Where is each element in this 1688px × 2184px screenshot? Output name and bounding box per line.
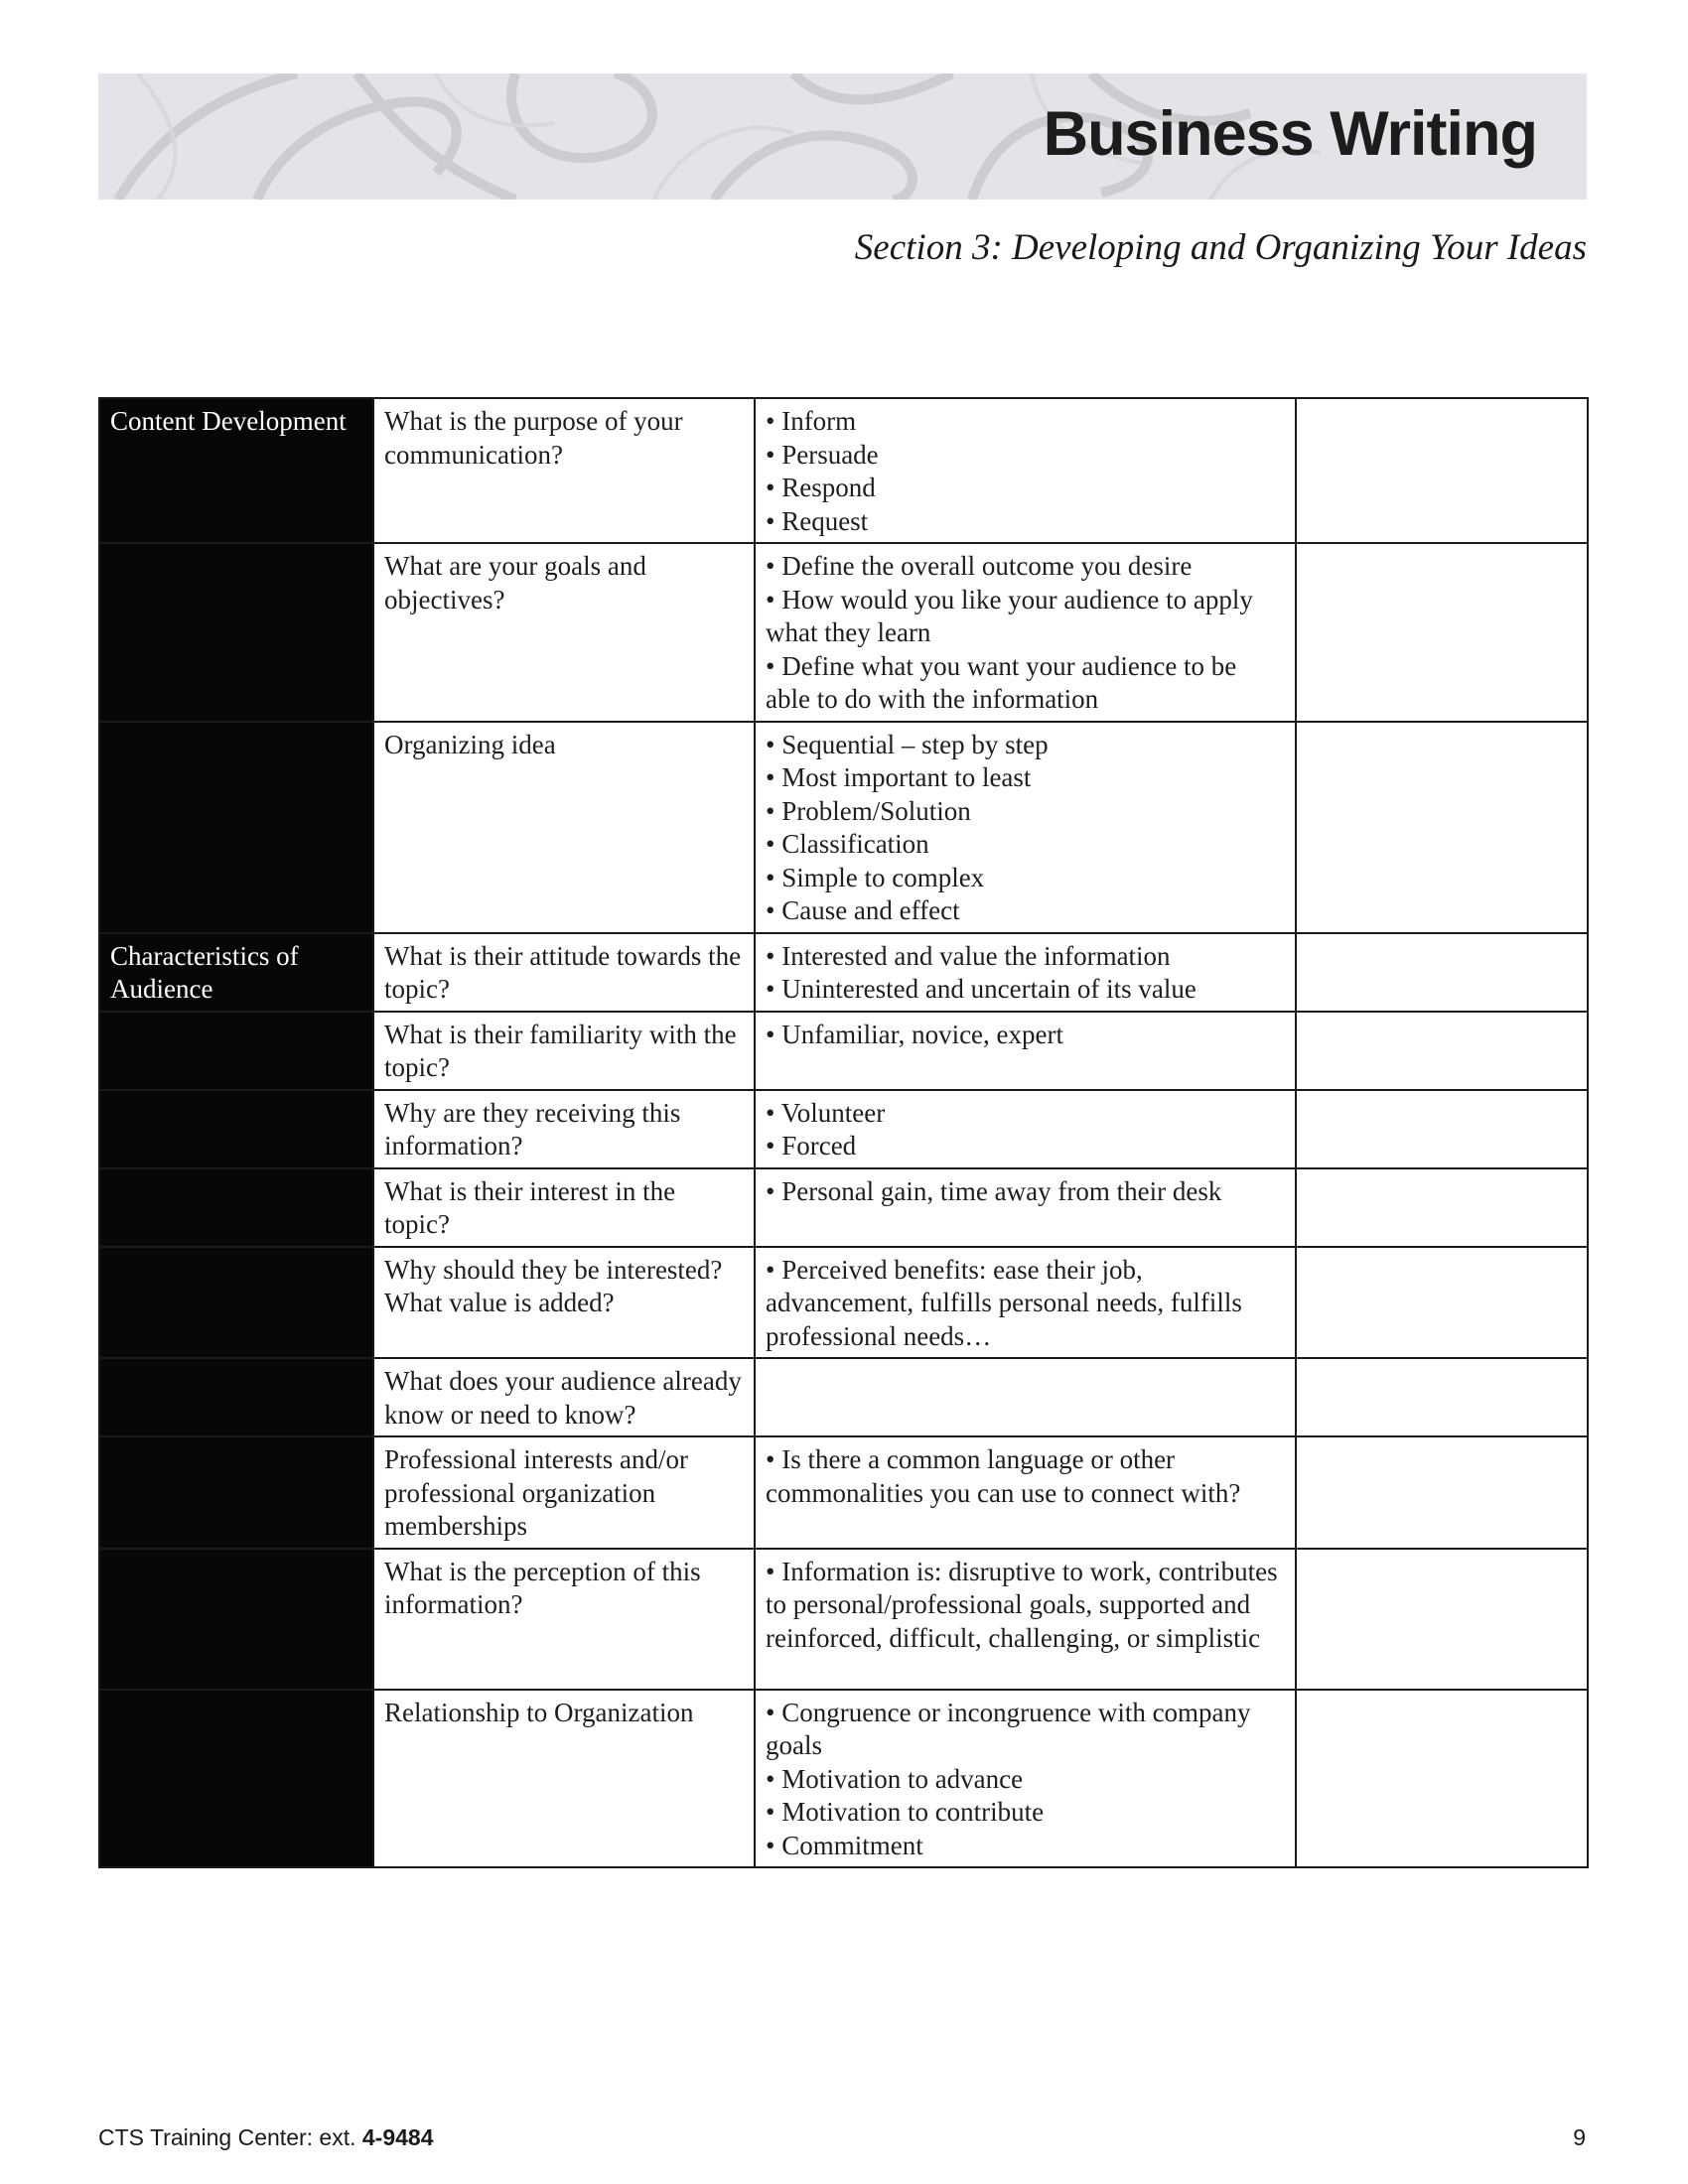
footer-extension: 4-9484 (361, 2124, 434, 2150)
answer-cell (755, 722, 1296, 933)
notes-cell (1296, 1690, 1588, 1868)
answer-item: • Interested and value the information (766, 940, 1171, 971)
answer-item: • Congruence or incongruence with company goals (766, 1697, 1251, 1760)
answer-item: • Is there a common language or other commonalities you can use to connect with? (766, 1444, 1241, 1508)
notes-cell (1296, 933, 1588, 1012)
table-row (99, 1090, 1588, 1168)
answer-item: • Motivation to advance (766, 1763, 1024, 1794)
answer-item: • Personal gain, time away from their desk (766, 1175, 1222, 1206)
notes-cell (1296, 1358, 1588, 1436)
question-cell: What is their interest in the topic? (373, 1168, 755, 1247)
answer-cell (755, 1090, 1296, 1168)
table-row (99, 1549, 1588, 1690)
answer-item: • Volunteer (766, 1097, 886, 1128)
answer-item: • Classification (766, 829, 929, 859)
answer-cell (755, 1549, 1296, 1690)
question-cell: What is their familiarity with the topic? (373, 1012, 755, 1090)
answer-item: • Motivation to contribute (766, 1797, 1045, 1827)
question-cell: Why should they be interested? What value is added? (373, 1247, 755, 1359)
category-cell (99, 1358, 373, 1436)
table-row (99, 722, 1588, 933)
category-cell (99, 722, 373, 933)
answer-cell (755, 398, 1296, 543)
table-row (99, 1247, 1588, 1359)
question-cell: Organizing idea (373, 722, 755, 933)
table-row (99, 1690, 1588, 1868)
answer-cell (755, 1436, 1296, 1549)
answer-cell (755, 1358, 1296, 1436)
category-cell: Content Development (99, 398, 373, 543)
category-cell (99, 1549, 373, 1690)
category-cell (99, 1168, 373, 1247)
category-cell: Characteristics of Audience (99, 933, 373, 1012)
answer-item: • Cause and effect (766, 895, 960, 925)
answer-item: • Define the overall outcome you desire (766, 551, 1193, 581)
answer-item: • Information is: disruptive to work, contributes to personal/professional goals, supported and reinforced, difficult, challenging, or simplistic (766, 1556, 1278, 1653)
answer-item: • Define what you want your audience to be able to do with the information (766, 650, 1237, 714)
notes-cell (1296, 1436, 1588, 1549)
category-cell (99, 1690, 373, 1868)
answer-item: • Forced (766, 1131, 857, 1160)
question-cell: What is the purpose of your communication? (373, 398, 755, 543)
notes-cell (1296, 1012, 1588, 1090)
question-cell: What does your audience already know or need to know? (373, 1358, 755, 1436)
table-row (99, 398, 1588, 543)
question-cell: Professional interests and/or professional organization memberships (373, 1436, 755, 1549)
document-title: Business Writing (1043, 99, 1537, 169)
page-number: 9 (1573, 2124, 1586, 2150)
answer-item: • Commitment (766, 1830, 923, 1860)
category-cell (99, 1090, 373, 1168)
answer-cell (755, 1168, 1296, 1247)
answer-item: • Perceived benefits: ease their job, advancement, fulfills personal needs, fulfills professional needs… (766, 1254, 1242, 1351)
answer-item: • Simple to complex (766, 862, 985, 892)
answer-cell (755, 543, 1296, 722)
notes-cell (1296, 543, 1588, 722)
notes-cell (1296, 1247, 1588, 1359)
answer-item: • How would you like your audience to apply what they learn (766, 584, 1253, 647)
answer-item: • Respond (766, 473, 876, 502)
answer-cell (755, 1690, 1296, 1868)
answer-item: • Uninterested and uncertain of its value (766, 974, 1196, 1004)
category-cell (99, 543, 373, 722)
notes-cell (1296, 1090, 1588, 1168)
answer-item: • Problem/Solution (766, 795, 971, 826)
table-row (99, 1358, 1588, 1436)
notes-cell (1296, 398, 1588, 543)
question-cell: Relationship to Organization (373, 1690, 755, 1868)
footer-contact-label: CTS Training Center: ext. (98, 2124, 362, 2150)
category-cell (99, 1012, 373, 1090)
answer-cell (755, 1247, 1296, 1359)
question-cell: Why are they receiving this information? (373, 1090, 755, 1168)
notes-cell (1296, 1168, 1588, 1247)
answer-cell (755, 1012, 1296, 1090)
answer-item: • Most important to least (766, 762, 1032, 792)
answer-cell (755, 933, 1296, 1012)
table-row (99, 1012, 1588, 1090)
table-row (99, 1168, 1588, 1247)
notes-cell (1296, 722, 1588, 933)
table-row (99, 1436, 1588, 1549)
question-cell: What is their attitude towards the topic? (373, 933, 755, 1012)
table-body (99, 398, 1588, 1867)
answer-item: • Unfamiliar, novice, expert (766, 1019, 1064, 1049)
footer-contact (98, 2124, 434, 2151)
question-cell: What are your goals and objectives? (373, 543, 755, 722)
answer-item: • Request (766, 505, 869, 536)
notes-cell (1296, 1549, 1588, 1690)
answer-item: • Inform (766, 406, 857, 436)
section-title: Section 3: Developing and Organizing Your Ideas (854, 227, 1587, 268)
category-cell (99, 1436, 373, 1549)
table-row (99, 933, 1588, 1012)
header-banner (98, 73, 1587, 200)
answer-item: • Sequential – step by step (766, 729, 1049, 759)
category-cell (99, 1247, 373, 1359)
answer-item: • Persuade (766, 439, 879, 470)
content-table (98, 397, 1589, 1868)
question-cell: What is the perception of this information? (373, 1549, 755, 1690)
table-row (99, 543, 1588, 722)
